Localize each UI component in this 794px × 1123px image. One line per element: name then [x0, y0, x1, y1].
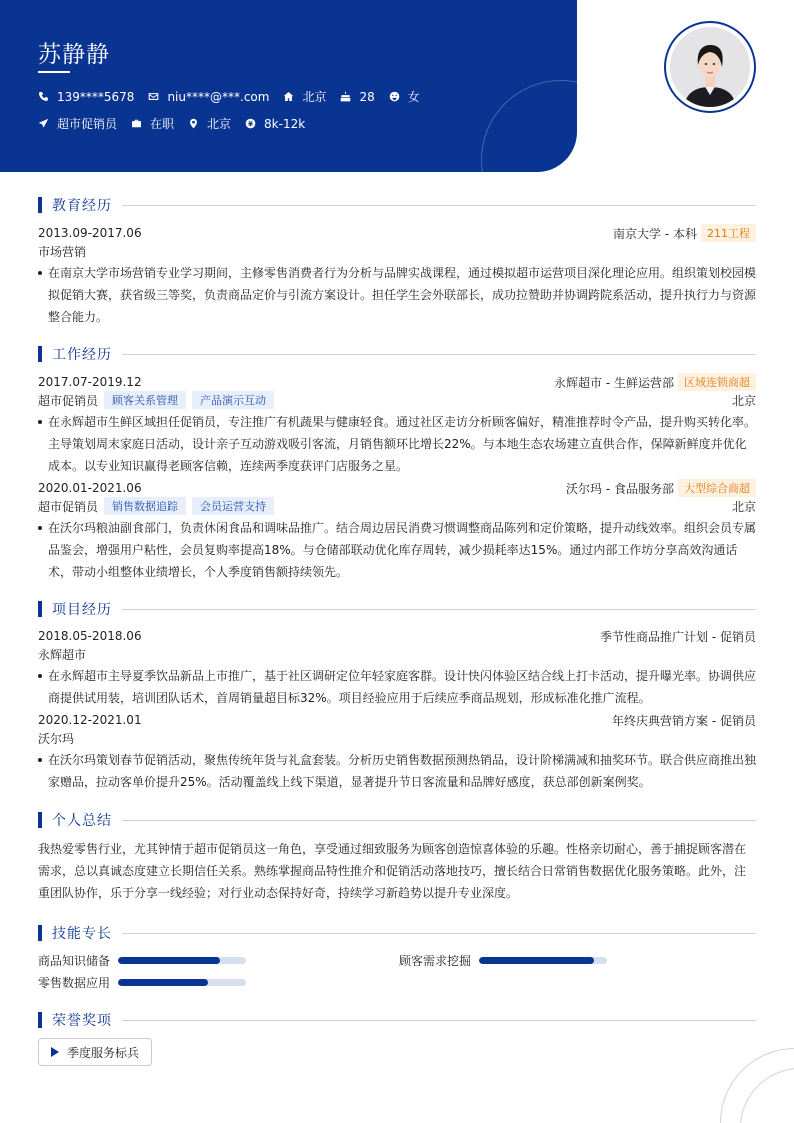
education-section	[38, 196, 756, 328]
email-info: niu****@***.com	[148, 90, 269, 104]
avatar-frame	[664, 21, 756, 113]
skill-tag: 顾客关系管理	[104, 391, 186, 409]
skill-item	[38, 974, 246, 991]
skill-name: 零售数据应用	[38, 976, 111, 990]
education-school: 南京大学 - 本科	[613, 226, 697, 241]
header-decoration-circle	[481, 80, 577, 172]
honors-section	[38, 1011, 756, 1071]
gender-info: 女	[389, 88, 420, 105]
section-marker	[38, 601, 42, 617]
skill-bar	[118, 957, 246, 964]
work-city: 北京	[731, 393, 756, 408]
work-city: 北京	[731, 499, 756, 514]
resume-header	[0, 0, 577, 172]
summary-text: 我热爱零售行业，尤其钟情于超市促销员这一角色，享受通过细致服务为顾客创造惊喜体验的乐趣。性格亲切耐心，善于捕捉顾客潜在需求，总以真诚态度建立长期信任关系。熟练掌握商品特性推介和促销活动落地技巧，擅长结合日常销售数据优化服务策略。此外，注重团队协作，乐于分享一线经验；对行业动态保持好奇，持续学习新趋势以提升专业深度。	[38, 842, 747, 900]
section-title-work: 工作经历	[38, 345, 756, 363]
education-description: 在南京大学市场营销专业学习期间，主修零售消费者行为分析与品牌实战课程，通过模拟超市运营项目深化理论应用。组织策划校园模拟促销大赛，获省级三等奖，负责商品定价与引流方案设计。担任学生会外联部长，成功拉赞助并协调跨院系活动，提升执行力与资源整合能力。	[38, 262, 756, 328]
section-title-honors: 荣誉奖项	[38, 1011, 756, 1029]
project-date: 2018.05-2018.06	[38, 629, 142, 643]
work-section	[38, 345, 756, 583]
skill-tag: 销售数据追踪	[104, 497, 186, 515]
work-description: 在沃尔玛粮油副食部门，负责休闲食品和调味品推广。结合周边居民消费习惯调整商品陈列和定价策略，提升动线效率。组织会员专属品鉴会，增强用户粘性，会员复购率提高18%。与仓储部联动优化库存周转，减少损耗率达15%。通过内部工作坊分享高效沟通话术，带动小组整体业绩增长，个人季度销售额持续领先。	[38, 517, 756, 583]
cake-icon	[340, 91, 351, 102]
section-divider	[122, 354, 756, 355]
name-underline	[38, 71, 70, 73]
contact-row	[38, 88, 434, 105]
work-company: 沃尔玛 - 食品服务部	[566, 481, 674, 496]
briefcase-icon	[131, 118, 142, 129]
candidate-name: 苏静静	[38, 42, 110, 68]
section-marker	[38, 346, 42, 362]
money-icon	[245, 118, 256, 129]
section-marker	[38, 812, 42, 828]
project-item	[38, 627, 756, 709]
mail-icon	[148, 91, 159, 102]
skill-tag: 会员运营支持	[192, 497, 274, 515]
location-icon	[188, 118, 199, 129]
project-description: 在沃尔玛策划春节促销活动，聚焦传统年货与礼盒套装。分析历史销售数据预测热销品，设计阶梯满减和抽奖环节。联合供应商推出独家赠品，拉动客单价提升25%。活动覆盖线上线下渠道，显著提升节日客流量和品牌好感度，获总部创新案例奖。	[38, 749, 756, 793]
project-description: 在永辉超市主导夏季饮品新品上市推广，基于社区调研定位年轻家庭客群。设计快闪体验区结合线上打卡活动，提升曝光率。协调供应商提供试用装，培训团队话术，首周销量超目标32%。项目经验应用于后续应季商品规划，形成标准化推广流程。	[38, 665, 756, 709]
section-marker	[38, 925, 42, 941]
section-divider	[122, 820, 756, 821]
education-item	[38, 224, 756, 328]
section-divider	[122, 609, 756, 610]
skill-name: 商品知识储备	[38, 954, 111, 968]
phone-info: 139****5678	[38, 90, 134, 104]
project-section	[38, 600, 756, 793]
gender-icon	[389, 91, 400, 102]
skill-bar-fill	[479, 957, 594, 964]
target-city-info: 北京	[188, 115, 231, 132]
project-name: 季节性商品推广计划 - 促销员	[600, 629, 756, 644]
skill-bar-fill	[118, 979, 208, 986]
skill-bar	[118, 979, 246, 986]
summary-section	[38, 811, 756, 904]
job-status-info: 在职	[131, 115, 174, 132]
education-major: 市场营销	[38, 244, 87, 259]
skill-bar-fill	[118, 957, 220, 964]
project-org: 永辉超市	[38, 647, 87, 662]
education-date: 2013.09-2017.06	[38, 226, 142, 240]
skills-section	[38, 924, 756, 994]
job-intent-row	[38, 115, 319, 132]
section-title-skills: 技能专长	[38, 924, 756, 942]
section-title-summary: 个人总结	[38, 811, 756, 829]
send-icon	[38, 118, 49, 129]
work-description: 在永辉超市生鲜区域担任促销员，专注推广有机蔬果与健康轻食。通过社区走访分析顾客偏好，精准推荐时令产品，提升购买转化率。主导策划周末家庭日活动，设计亲子互动游戏吸引客流，月销售额环比增长22%。与本地生态农场建立直供合作，保障新鲜度并优化成本。以专业知识赢得老顾客信赖，连续两季度获评门店服务之星。	[38, 411, 756, 477]
skill-item	[38, 952, 246, 969]
avatar	[670, 27, 750, 107]
company-tag: 大型综合商超	[678, 479, 756, 497]
section-marker	[38, 197, 42, 213]
play-triangle-icon	[51, 1047, 59, 1057]
salary-info: 8k-12k	[245, 117, 305, 131]
home-info: 北京	[283, 88, 326, 105]
project-name: 年终庆典营销方案 - 促销员	[612, 713, 756, 728]
section-divider	[122, 205, 756, 206]
project-date: 2020.12-2021.01	[38, 713, 142, 727]
work-date: 2020.01-2021.06	[38, 481, 142, 495]
project-item	[38, 711, 756, 793]
skill-tag: 产品演示互动	[192, 391, 274, 409]
section-title-education: 教育经历	[38, 196, 756, 214]
work-position: 超市促销员	[38, 393, 99, 408]
work-date: 2017.07-2019.12	[38, 375, 142, 389]
work-item	[38, 479, 756, 583]
age-info: 28	[340, 90, 374, 104]
phone-icon	[38, 91, 49, 102]
section-marker	[38, 1012, 42, 1028]
work-position: 超市促销员	[38, 499, 99, 514]
skill-item	[399, 952, 607, 969]
section-divider	[122, 933, 756, 934]
home-icon	[283, 91, 294, 102]
school-tag: 211工程	[701, 224, 756, 242]
section-divider	[122, 1020, 756, 1021]
skill-bar	[479, 957, 607, 964]
target-position-info: 超市促销员	[38, 115, 117, 132]
award-name: 季度服务标兵	[67, 1045, 140, 1060]
award-badge	[38, 1038, 152, 1066]
work-item	[38, 373, 756, 477]
work-company: 永辉超市 - 生鲜运营部	[554, 375, 674, 390]
skill-name: 顾客需求挖掘	[399, 954, 472, 968]
project-org: 沃尔玛	[38, 731, 75, 746]
section-title-projects: 项目经历	[38, 600, 756, 618]
company-tag: 区域连锁商超	[678, 373, 756, 391]
